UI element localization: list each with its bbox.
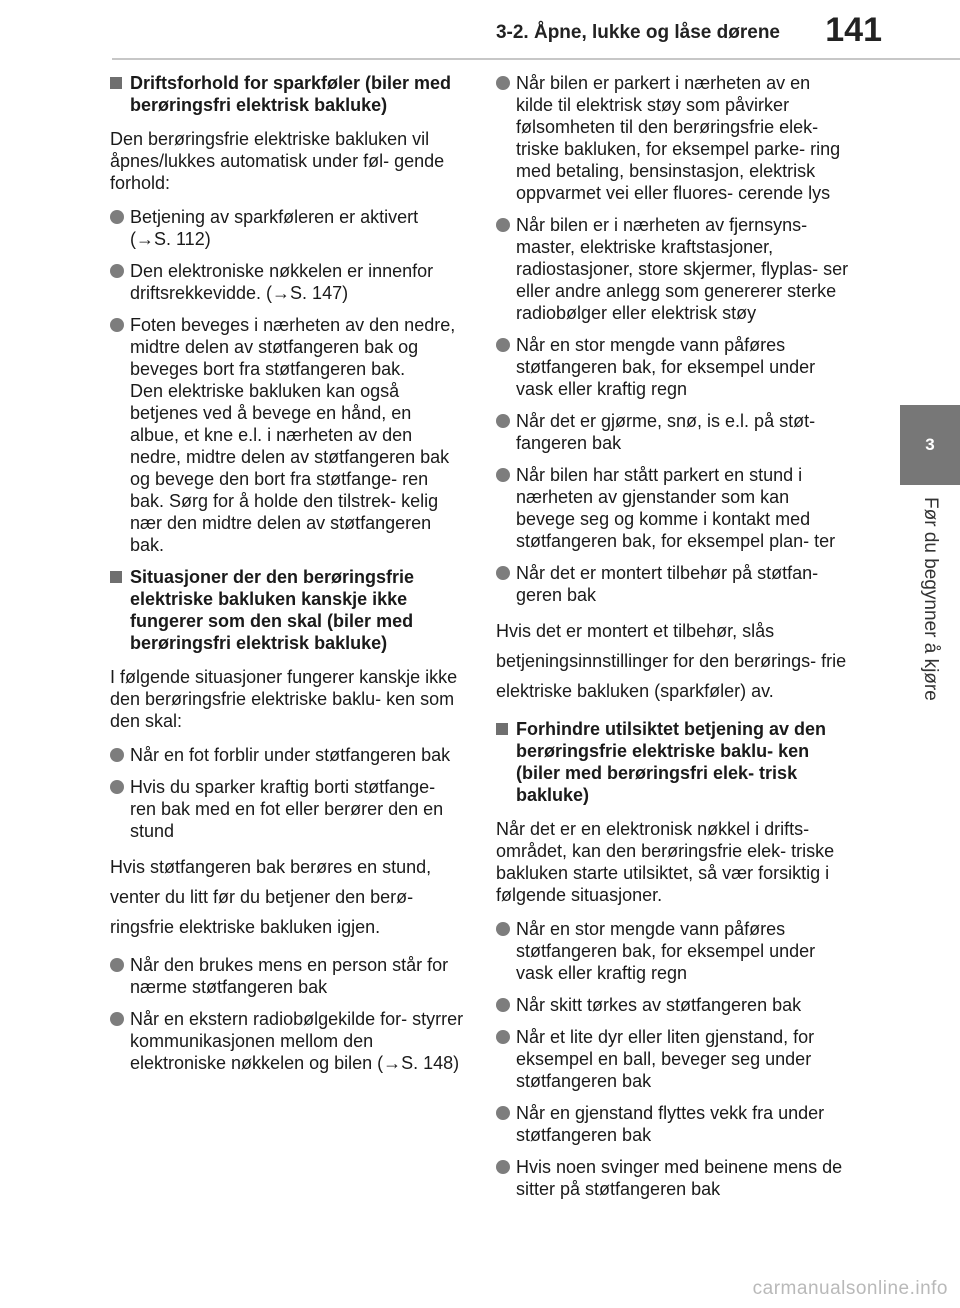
list-item-text: Når bilen er parkert i nærheten av en kilde til elektrisk støy som påvirker følsomheten til den berøringsfrie elek- triske bakluken, for eksempel parke- ring med betaling, bensinstasjon, elektrisk oppvarmet vei eller fluores- cerende lys	[516, 73, 841, 203]
list-item-text: Hvis du sparker kraftig borti støtfange- ren bak med en fot eller berører den en stund	[130, 777, 444, 841]
list-item-text: Når en fot forblir under støtfangeren bak	[130, 745, 451, 765]
list-item-text: Når det er montert tilbehør på støtfan- geren bak	[516, 563, 819, 605]
list-item-text: Når en stor mengde vann påføres støtfangeren bak, for eksempel under vask eller kraftig regn	[516, 919, 816, 983]
list-item	[496, 994, 850, 1016]
left-column	[110, 72, 464, 1084]
list-item	[496, 72, 850, 204]
list-item	[496, 1156, 850, 1200]
round-bullet-icon	[496, 1160, 510, 1174]
list-item	[110, 954, 464, 998]
list-item	[496, 1026, 850, 1092]
round-bullet-icon	[496, 566, 510, 580]
square-bullet-icon	[110, 77, 122, 89]
page-header	[0, 0, 960, 62]
list-item-text: Den elektroniske nøkkelen er innenfor driftsrekkevidde. (→S. 147)	[130, 261, 434, 303]
list-item	[110, 776, 464, 842]
square-bullet-icon	[496, 723, 508, 735]
round-bullet-icon	[496, 1106, 510, 1120]
section-heading	[496, 718, 850, 806]
paragraph: Den berøringsfrie elektriske bakluken vil åpnes/lukkes automatisk under føl- gende forhold:	[110, 129, 445, 193]
list-item	[496, 1102, 850, 1146]
round-bullet-icon	[110, 210, 124, 224]
round-bullet-icon	[496, 338, 510, 352]
list-item-text: Når en ekstern radiobølgekilde for- styrrer kommunikasjonen mellom den elektroniske nøkkelen og bilen (→S. 148)	[130, 1009, 464, 1073]
right-column	[496, 72, 850, 1210]
list-item	[496, 464, 850, 552]
list-item-text: Hvis noen svinger med beinene mens de sitter på støtfangeren bak	[516, 1157, 843, 1199]
round-bullet-icon	[110, 958, 124, 972]
round-bullet-icon	[110, 318, 124, 332]
round-bullet-icon	[496, 922, 510, 936]
section-heading	[110, 566, 464, 654]
list-item-text: Betjening av sparkføleren er aktivert (→S. 112)	[130, 207, 419, 249]
list-item	[496, 410, 850, 454]
paragraph: Hvis støtfangeren bak berøres en stund, venter du litt før du betjener den berø- ringsfrie elektriske bakluken igjen.	[110, 857, 432, 937]
section-heading	[110, 72, 464, 116]
chapter-side-label	[900, 485, 960, 765]
round-bullet-icon	[496, 414, 510, 428]
list-item-text: Når bilen har stått parkert en stund i nærheten av gjenstander som kan bevege seg og komme i kontakt med støtfangeren bak, for eksempel plan- ter	[516, 465, 836, 551]
round-bullet-icon	[110, 780, 124, 794]
list-item-text: Når en gjenstand flyttes vekk fra under støtfangeren bak	[516, 1103, 825, 1145]
heading-text: Forhindre utilsiktet betjening av den berøringsfrie elektriske baklu- ken (biler med berøringsfri elek- trisk bakluke)	[516, 719, 827, 805]
list-item-text: Når den brukes mens en person står for nærme støtfangeren bak	[130, 955, 449, 997]
list-item	[496, 334, 850, 400]
header-rule	[112, 58, 960, 60]
section-title: 3-2. Åpne, lukke og låse dørene	[495, 22, 780, 43]
list-item-note: Den elektriske bakluken kan også betjenes ved å bevege en hånd, en albue, et kne e.l. i nærheten av den nedre, midtre delen av støtfangeren bak og bevege den bort fra støtfange- ren bak. Sørg for å holde den tilstrek- kelig nær den midtre delen av støtfangeren bak.	[130, 381, 450, 555]
paragraph: Hvis det er montert et tilbehør, slås betjeningsinnstillinger for den berørings- frie elektriske bakluken (sparkføler) av.	[496, 621, 847, 701]
paragraph: I følgende situasjoner fungerer kanskje ikke den berøringsfrie elektriske baklu- ken som den skal:	[110, 667, 458, 731]
page-number: 141	[825, 11, 882, 49]
round-bullet-icon	[496, 76, 510, 90]
list-item-text: Når skitt tørkes av støtfangeren bak	[516, 995, 802, 1015]
square-bullet-icon	[110, 571, 122, 583]
list-item	[110, 1008, 464, 1074]
round-bullet-icon	[496, 1030, 510, 1044]
round-bullet-icon	[110, 1012, 124, 1026]
list-item-text: Når bilen er i nærheten av fjernsyns- master, elektriske kraftstasjoner, radiostasjoner, store skjermer, flyplas- ser eller andre anlegg som genererer sterke radiobølger eller elektrisk støy	[516, 215, 849, 323]
chapter-number: 3	[925, 435, 935, 454]
heading-text: Driftsforhold for sparkføler (biler med berøringsfri elektrisk bakluke)	[130, 73, 452, 115]
list-item-text: Når det er gjørme, snø, is e.l. på støt- fangeren bak	[516, 411, 816, 453]
round-bullet-icon	[496, 998, 510, 1012]
list-item	[496, 918, 850, 984]
list-item	[110, 260, 464, 304]
list-item	[496, 562, 850, 606]
chapter-tab[interactable]	[900, 405, 960, 485]
round-bullet-icon	[496, 218, 510, 232]
round-bullet-icon	[496, 468, 510, 482]
list-item	[110, 206, 464, 250]
round-bullet-icon	[110, 264, 124, 278]
list-item	[110, 744, 464, 766]
heading-text: Situasjoner der den berøringsfrie elektriske bakluken kanskje ikke fungerer som den skal (biler med berøringsfri elektrisk bakluke)	[130, 567, 415, 653]
list-item-text: Når et lite dyr eller liten gjenstand, for eksempel en ball, beveger seg under støtfangeren bak	[516, 1027, 815, 1091]
list-item-text: Foten beveges i nærheten av den nedre, midtre delen av støtfangeren bak og beveges bort fra støtfangeren bak.	[130, 315, 456, 379]
list-item-text: Når en stor mengde vann påføres støtfangeren bak, for eksempel under vask eller kraftig regn	[516, 335, 816, 399]
round-bullet-icon	[110, 748, 124, 762]
list-item	[496, 214, 850, 324]
paragraph: Når det er en elektronisk nøkkel i drifts- området, kan den berøringsfrie elek- triske bakluken starte utilsiktet, så vær forsiktig i følgende situasjoner.	[496, 819, 835, 905]
list-item	[110, 314, 464, 556]
chapter-title: Før du begynner å kjøre	[920, 497, 941, 701]
watermark[interactable]: carmanualsonline.info	[752, 1278, 948, 1299]
